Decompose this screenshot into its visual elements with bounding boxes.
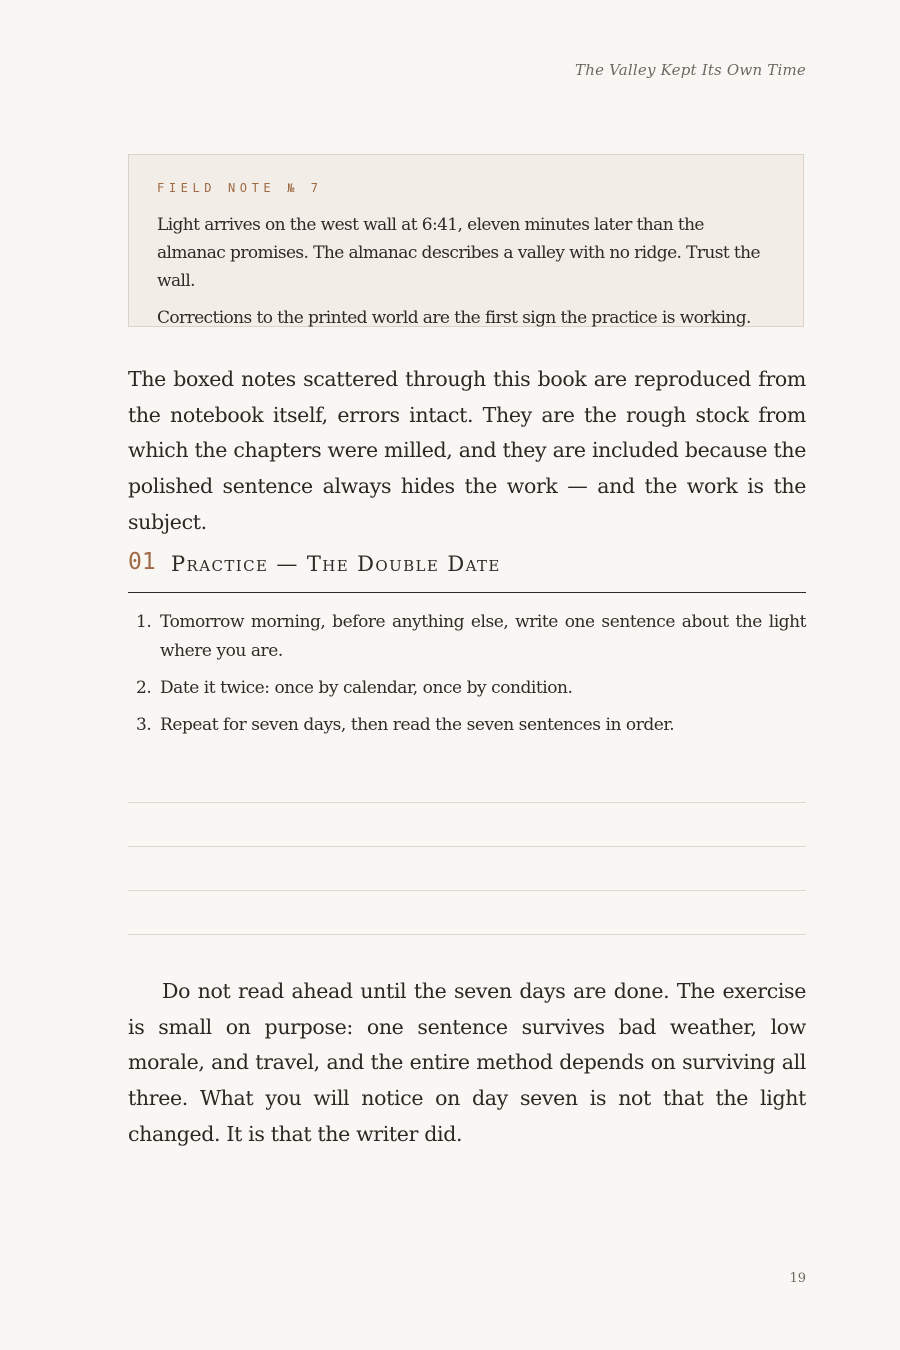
practice-step [128,608,806,666]
practice-steps [128,608,806,748]
running-head: The Valley Kept Its Own Time [575,61,806,79]
step-number: 3. [136,715,152,735]
writing-line [128,934,806,935]
step-number: 2. [136,678,152,698]
field-note-text: Corrections to the printed world are the first sign the practice is working. [157,308,751,328]
practice-heading [128,544,806,593]
step-text: Tomorrow morning, before anything else, write one sentence about the light where you are. [160,612,806,661]
page-number: 19 [789,1271,806,1286]
intro-paragraph: The boxed notes scattered through this book are reproduced from the notebook itself, errors intact. They are the rough stock from which the chapters were milled, and they are included because the polished sentence always hides the work — and the work is the subject. [128,367,806,534]
field-note-kicker: FIELD NOTE № 7 [157,181,323,195]
practice-number: 01 [128,549,156,575]
step-text: Date it twice: once by calendar, once by condition. [160,678,573,698]
field-note-box [128,154,804,327]
writing-line [128,802,806,803]
step-number: 1. [136,612,152,632]
practice-step [128,711,806,740]
writing-line [128,890,806,891]
practice-step [128,674,806,703]
writing-line [128,846,806,847]
field-note-text: Light arrives on the west wall at 6:41, eleven minutes later than the almanac promises. The almanac describes a valley with no ridge. Trust the wall. [157,215,760,291]
practice-title: Practice — The Double Date [171,552,501,576]
closing-paragraph: Do not read ahead until the seven days are done. The exercise is small on purpose: one sentence survives bad weather, low morale, and travel, and the entire method depends on surviving all three. What you will notice on day seven is not that the light changed. It is that the writer did. [128,979,806,1146]
step-text: Repeat for seven days, then read the seven sentences in order. [160,715,675,735]
